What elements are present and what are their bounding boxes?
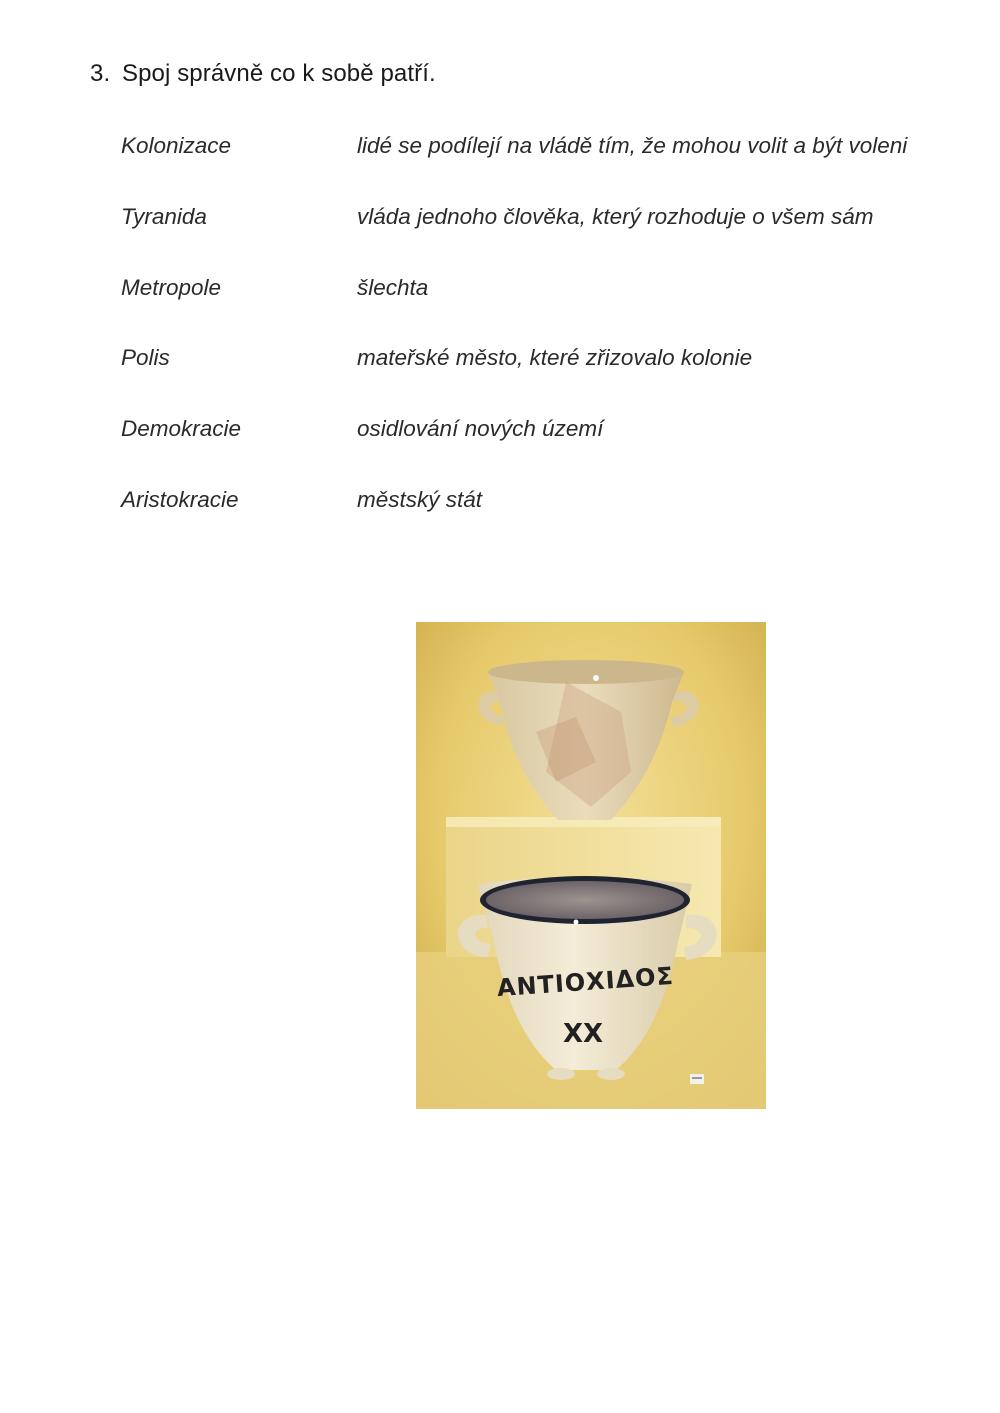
pair-row — [0, 416, 1000, 456]
pair-row — [0, 204, 1000, 244]
question-heading — [90, 60, 436, 88]
term-label[interactable]: Tyranida — [121, 204, 207, 229]
pair-row — [0, 133, 1000, 173]
pottery-illustration — [416, 622, 766, 1109]
pair-row — [0, 487, 1000, 527]
definition-label[interactable]: lidé se podílejí na vládě tím, že mohou volit a být voleni — [357, 133, 908, 158]
pair-row — [0, 275, 1000, 315]
definition-label[interactable]: osidlování nových území — [357, 416, 604, 441]
definition-label[interactable]: mateřské město, které zřizovalo kolonie — [357, 345, 753, 370]
pair-row — [0, 345, 1000, 385]
bottom-pot-interior — [486, 881, 684, 919]
definition-label[interactable]: městský stát — [357, 487, 483, 512]
term-label[interactable]: Aristokracie — [121, 487, 239, 512]
question-number: 3. — [90, 60, 111, 87]
pot-inscription-name: ΑΝΤΙΟΧΙΔΟΣ — [496, 961, 675, 1003]
term-label[interactable]: Polis — [121, 345, 170, 370]
term-label[interactable]: Metropole — [121, 275, 222, 300]
greek-pottery-photo — [416, 622, 766, 1109]
term-label[interactable]: Kolonizace — [121, 133, 232, 158]
question-text: Spoj správně co k sobě patří. — [122, 60, 436, 87]
term-label[interactable]: Demokracie — [121, 416, 242, 441]
definition-label[interactable]: vláda jednoho člověka, který rozhoduje o všem sám — [357, 204, 874, 229]
definition-label[interactable]: šlechta — [357, 275, 429, 300]
pot-inscription-mark: XX — [562, 1019, 604, 1049]
